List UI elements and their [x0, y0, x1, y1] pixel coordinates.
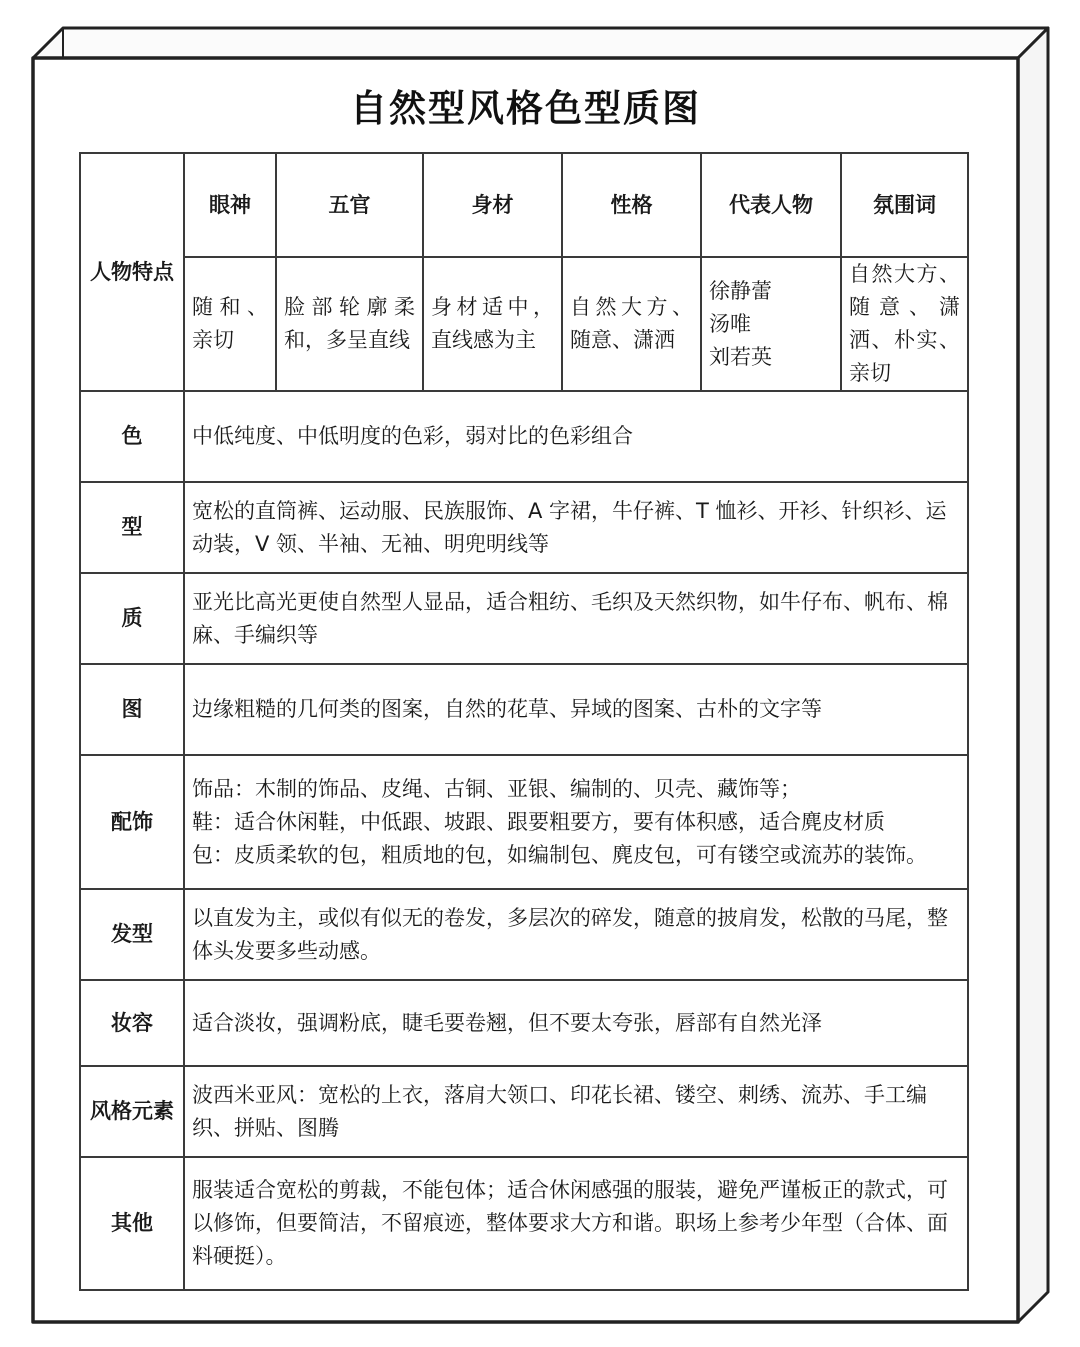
- page-title: 自然型风格色型质图: [350, 87, 701, 130]
- style-row: [80, 1066, 968, 1157]
- col-header-personality: 性格: [562, 153, 701, 257]
- pattern-row: [80, 664, 968, 755]
- shape-text: 宽松的直筒裤、运动服、民族服饰、A 字裙，牛仔裤、T 恤衫、开衫、针织衫、运动装，V 领、半袖、无袖、明兜明线等: [184, 482, 968, 573]
- pattern-label: 图: [80, 664, 184, 755]
- pattern-text: 边缘粗糙的几何类的图案，自然的花草、异域的图案、古朴的文字等: [184, 664, 968, 755]
- representative-name: 刘若英: [709, 344, 772, 369]
- col-header-figure: 身材: [423, 153, 562, 257]
- representative-name: 徐静蕾: [709, 278, 772, 303]
- other-text: 服装适合宽松的剪裁，不能包体；适合休闲感强的服装，避免严谨板正的款式，可以修饰，但要简洁，不留痕迹，整体要求大方和谐。职场上参考少年型（合体、面料硬挺）。: [184, 1157, 968, 1290]
- mood-cell: 自然大方、随意、潇洒、朴实、亲切: [841, 257, 968, 391]
- makeup-label: 妆容: [80, 980, 184, 1066]
- texture-row: [80, 573, 968, 664]
- accessories-items: 饰品：木制的饰品、皮绳、古铜、亚银、编制的、贝壳、藏饰等；: [192, 776, 801, 801]
- representative-name: 汤唯: [709, 311, 751, 336]
- eyes-cell: 随和、亲切: [184, 257, 276, 391]
- style-table: [79, 152, 969, 1291]
- shape-row: [80, 482, 968, 573]
- features-cell: 脸部轮廓柔和，多呈直线: [276, 257, 423, 391]
- personality-cell: 自然大方、随意、潇洒: [562, 257, 701, 391]
- figure-cell: 身材适中，直线感为主: [423, 257, 562, 391]
- accessories-label: 配饰: [80, 755, 184, 889]
- makeup-text: 适合淡妆，强调粉底，睫毛要卷翘，但不要太夸张，唇部有自然光泽: [184, 980, 968, 1066]
- other-row: [80, 1157, 968, 1290]
- accessories-row: [80, 755, 968, 889]
- makeup-row: [80, 980, 968, 1066]
- color-row: [80, 391, 968, 482]
- hair-row: [80, 889, 968, 980]
- character-label: 人物特点: [80, 153, 184, 391]
- accessories-text: [184, 755, 968, 889]
- accessories-shoes: 鞋：适合休闲鞋，中低跟、坡跟、跟要粗要方，要有体积感，适合麂皮材质: [192, 809, 885, 834]
- col-header-features: 五官: [276, 153, 423, 257]
- color-label: 色: [80, 391, 184, 482]
- col-header-eyes: 眼神: [184, 153, 276, 257]
- style-label: 风格元素: [80, 1066, 184, 1157]
- texture-text: 亚光比高光更使自然型人显品，适合粗纺、毛织及天然织物，如牛仔布、帆布、棉麻、手编织等: [184, 573, 968, 664]
- col-header-mood: 氛围词: [841, 153, 968, 257]
- representatives-cell: [701, 257, 841, 391]
- style-text: 波西米亚风：宽松的上衣，落肩大领口、印花长裙、镂空、刺绣、流苏、手工编织、拼贴、图腾: [184, 1066, 968, 1157]
- character-row: [80, 257, 968, 391]
- other-label: 其他: [80, 1157, 184, 1290]
- color-text: 中低纯度、中低明度的色彩，弱对比的色彩组合: [184, 391, 968, 482]
- accessories-bags: 包：皮质柔软的包，粗质地的包，如编制包、麂皮包，可有镂空或流苏的装饰。: [192, 842, 927, 867]
- col-header-representatives: 代表人物: [701, 153, 841, 257]
- texture-label: 质: [80, 573, 184, 664]
- table-header-row: [80, 153, 968, 257]
- hair-text: 以直发为主，或似有似无的卷发，多层次的碎发，随意的披肩发，松散的马尾，整体头发要多些动感。: [184, 889, 968, 980]
- shape-label: 型: [80, 482, 184, 573]
- hair-label: 发型: [80, 889, 184, 980]
